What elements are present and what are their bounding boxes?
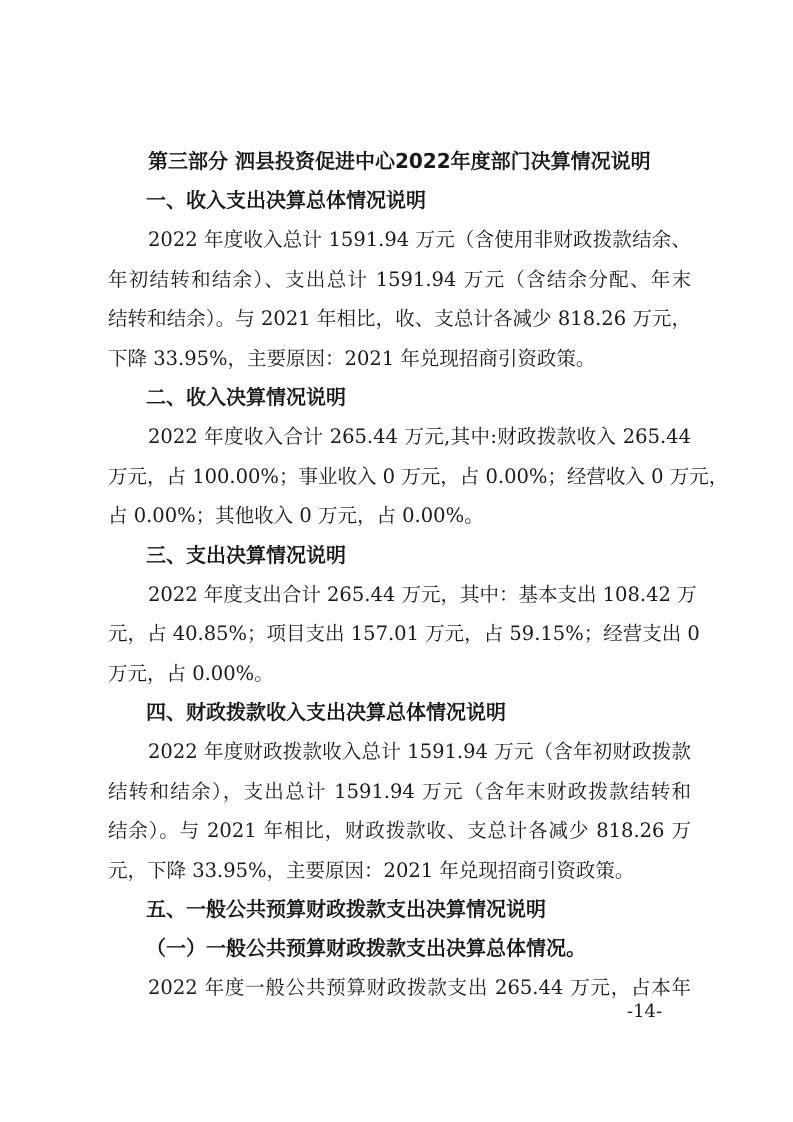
section-heading-3: 三、支出决算情况说明	[146, 542, 346, 567]
section-heading-1: 一、收入支出决算总体情况说明	[146, 188, 426, 212]
paragraph-line: 结转和结余），支出总计 1591.94 万元（含年末财政拨款结转和	[108, 779, 691, 803]
document-body	[108, 142, 729, 1008]
paragraph-line: 下降 33.95%，主要原因：2021 年兑现招商引资政策。	[108, 346, 596, 370]
subsection-heading: （一）一般公共预算财政拨款支出决算总体情况。	[146, 936, 586, 960]
paragraph-line: 万元，占 0.00%。	[108, 661, 274, 685]
section-heading-5: 五、一般公共预算财政拨款支出决算情况说明	[146, 897, 546, 921]
paragraph-line: 2022 年度一般公共预算财政拨款支出 265.44 万元，占本年	[148, 976, 691, 999]
paragraph-line: 2022 年度财政拨款收入总计 1591.94 万元（含年初财政拨款	[148, 740, 691, 763]
paragraph-line: 2022 年度支出合计 265.44 万元，其中：基本支出 108.42 万	[148, 582, 697, 606]
paragraph-line: 占 0.00%；其他收入 0 万元，占 0.00%。	[108, 504, 484, 527]
paragraph-line: 元，占 40.85%；项目支出 157.01 万元，占 59.15%；经营支出 0	[108, 622, 700, 645]
page-title: 第三部分 泗县投资促进中心2022年度部门决算情况说明	[148, 149, 651, 173]
paragraph-line: 年初结转和结余）、支出总计 1591.94 万元（含结余分配、年末	[108, 267, 691, 291]
paragraph-line: 2022 年度收入总计 1591.94 万元（含使用非财政拨款结余、	[148, 228, 691, 251]
section-paragraph-2	[108, 417, 729, 536]
section-heading-2: 二、收入决算情况说明	[146, 385, 346, 409]
section-paragraph-4	[108, 732, 691, 890]
section-heading-4: 四、财政拨款收入支出决算总体情况说明	[146, 700, 506, 724]
paragraph-line: 万元，占 100.00%；事业收入 0 万元，占 0.00%；经营收入 0 万元，	[108, 464, 729, 488]
section-paragraph-3	[108, 575, 700, 694]
paragraph-line: 2022 年度收入合计 265.44 万元,其中:财政拨款收入 265.44	[148, 425, 691, 448]
section-paragraph-5	[108, 968, 691, 1008]
paragraph-line: 元，下降 33.95%，主要原因：2021 年兑现招商引资政策。	[108, 858, 635, 882]
paragraph-line: 结余）。与 2021 年相比，财政拨款收、支总计各减少 818.26 万	[108, 819, 691, 842]
page-number: -14-	[627, 1001, 663, 1022]
section-paragraph-1	[108, 220, 691, 378]
paragraph-line: 结转和结余）。与 2021 年相比，收、支总计各减少 818.26 万元，	[108, 307, 691, 330]
